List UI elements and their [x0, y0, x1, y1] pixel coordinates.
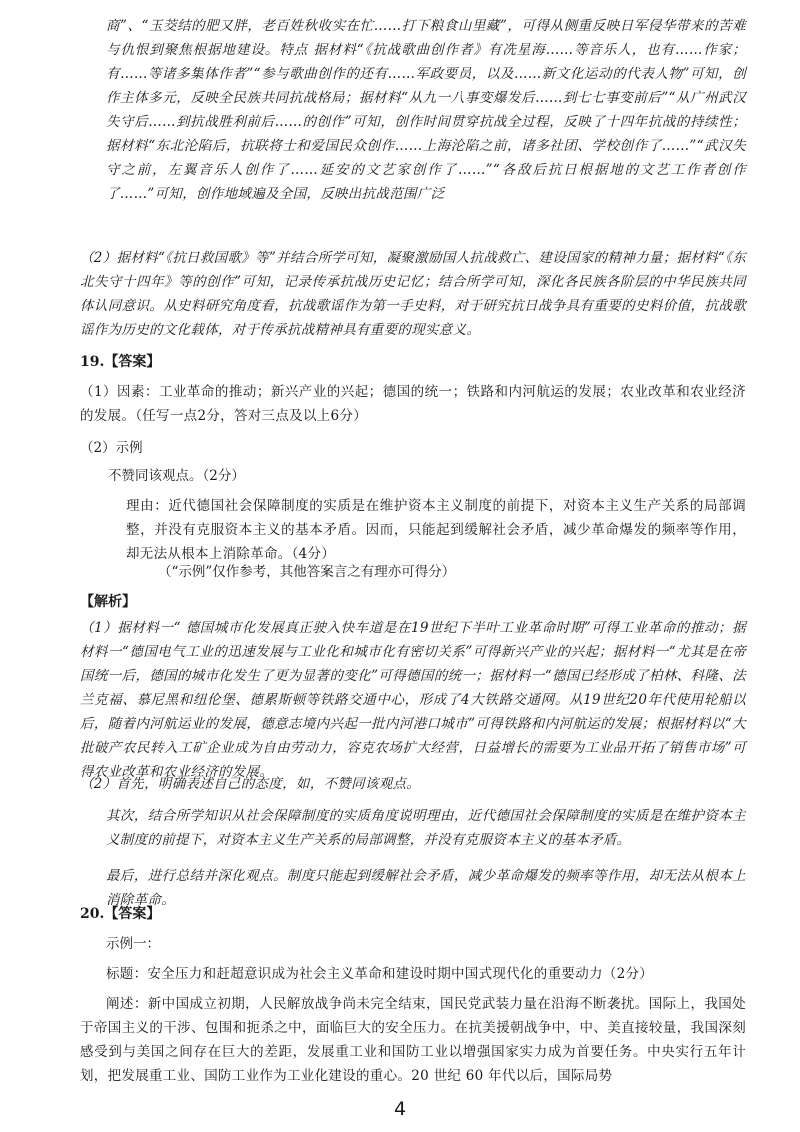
q20-title: 标题：安全压力和赶超意识成为社会主义革命和建设时期中国式现代化的重要动力（2分） [106, 966, 654, 982]
q19-answer-heading: 19.【答案】 [80, 354, 161, 370]
q19-analysis-part2-first: （2）首先，明确表述自己的态度，如，不赞同该观点。 [80, 776, 421, 792]
q19-analysis-part2-third: 最后，进行总结并深化观点。制度只能起到缓解社会矛盾，减少革命爆发的频率等作用，却无法从根本上消除革命。 [106, 868, 746, 908]
q20-example-label: 示例一： [106, 936, 160, 952]
q19-analysis-part2-second: 其次，结合所学知识从社会保障制度的实质角度说明理由，近代德国社会保障制度的实质是在维护资本主义制度的前提下，对资本主义生产关系的局部调整，并没有克服资本主义的基本矛盾。 [106, 808, 746, 848]
q19-answer-part1: （1）因素：工业革命的推动；新兴产业的兴起；德国的统一；铁路和内河航运的发展；农业改革和农业经济的发展。（任写一点2分，答对三点及以上6分） [80, 384, 746, 424]
q20-exposition: 阐述：新中国成立初期，人民解放战争尚未完全结束，国民党武装力量在沿海不断袭扰。国际上，我国处于帝国主义的干涉、包围和扼杀之中，面临巨大的安全压力。在抗美援朝战争中，中、美直接较量，我国深刻感受到与美国之间存在巨大的差距，发展重工业和国防工业以增强国家实力成为首要任务。中央实行五年计划，把发展重工业、国防工业作为工业化建设的重心。20 世纪 60 年代以后，国际局势 [80, 996, 746, 1084]
q19-analysis-part1: （1）据材料一“ 德国城市化发展真正驶入快车道是在19世纪下半叶工业革命时期”可得工业革命的推动；据材料一“德国电气工业的迅速发展与工业化和城市化有密切关系”可得新兴产业的兴起；据材料一“尤其是在帝国统一后，德国的城市化发生了更为显著的变化”可得德国的统一；据材料一“德国已经形成了柏林、科隆、法兰克福、慕尼黑和纽伦堡、德累斯顿等铁路交通中心，形成了4大铁路交通网。从19世纪20年代使用轮船以后，随着内河航运业的发展，德意志境内兴起一批内河港口城市”可得铁路和内河航运的发展；根据材料以“大批破产农民转入工矿企业成为自由劳动力，容克农场扩大经营，日益增长的需要为工业品开拓了销售市场”可得农业改革和农业经济的发展。 [80, 620, 746, 780]
q18-analysis-part1: 商”、“玉茭结的肥又胖，老百姓秋收实在忙……打下粮食山里藏”，可得从侧重反映日军侵华带来的苦难与仇恨到聚焦根据地建设。特点 据材料“《抗战歌曲创作者》有冼星海……等音乐人，也有……作家；有……等诸多集体作者”“参与歌曲创作的还有……军政要员，以及……新文化运动的代表人物”可知，创作主体多元，反映全民族共同抗战格局；据材料“从九一八事变爆发后……到七七事变前后”“从广州武汉失守后……到抗战胜利前后……的创作”可知，创作时间贯穿抗战全过程，反映了十四年抗战的持续性；据材料“东北沦陷后，抗联将士和爱国民众创作……上海沦陷之前，诸多社团、学校创作了……”“武汉失守之前，左翼音乐人创作了……延安的文艺家创作了……”“各敌后抗日根据地的文艺工作者创作了……”可知，创作地域遍及全国，反映出抗战范围广泛 [106, 18, 746, 202]
q19-answer-part2-label: （2）示例 [80, 440, 143, 456]
q19-answer-reason: 理由：近代德国社会保障制度的实质是在维护资本主义制度的前提下，对资本主义生产关系的局部调整，并没有克服资本主义的基本矛盾。因而，只能起到缓解社会矛盾，减少革命爆发的频率等作用，却无法从根本上消除革命。（4分） [126, 498, 746, 562]
page-number: 4 [393, 1098, 407, 1120]
q18-analysis-part2: （2）据材料“《抗日救国歌》等”并结合所学可知，凝聚激励国人抗战救亡、建设国家的精神力量；据材料“《东北失守十四年》等的创作”可知，记录传承抗战历史记忆；结合所学可知，深化各民族各阶层的中华民族共同体认同意识。从史料研究角度看，抗战歌谣作为第一手史料，对于研究抗日战争具有重要的史料价值，抗战歌谣作为历史的文化载体，对于传承抗战精神具有重要的现实意义。 [80, 250, 746, 338]
q19-analysis-heading: 【解析】 [80, 594, 136, 610]
q19-note: （“示例”仅作参考，其他答案言之有理亦可得分） [158, 564, 456, 580]
q19-answer-stance: 不赞同该观点。（2分） [108, 468, 245, 484]
q20-answer-heading: 20.【答案】 [80, 906, 161, 922]
